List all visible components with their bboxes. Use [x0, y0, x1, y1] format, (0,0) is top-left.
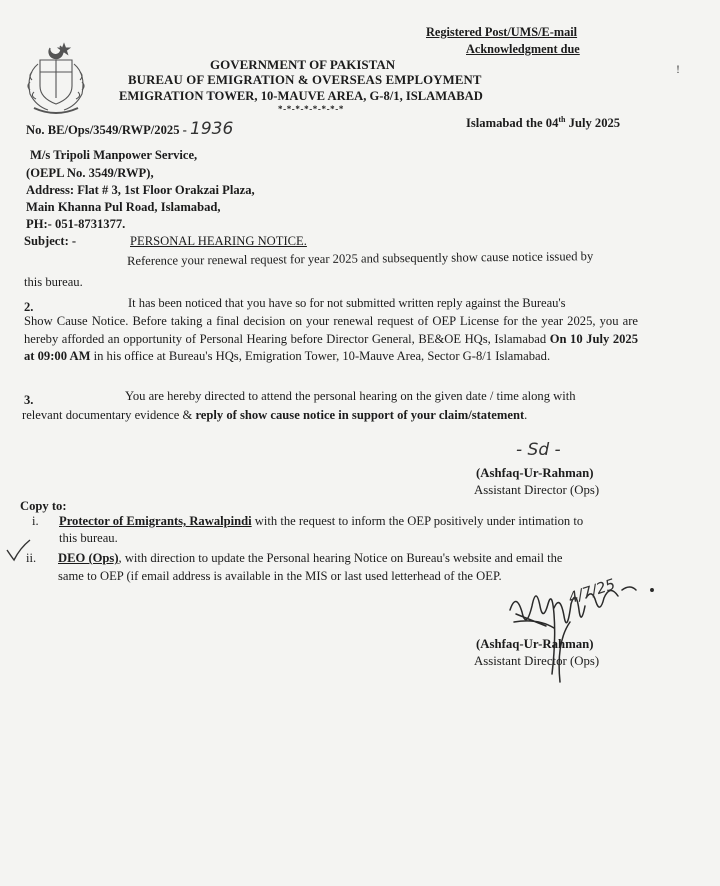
- reference-number: [26, 119, 233, 139]
- letter-date: Islamabad the 04th July 2025: [466, 115, 621, 131]
- signatory-name: (Ashfaq-Ur-Rahman): [476, 466, 594, 480]
- addressee-line-1: M/s Tripoli Manpower Service,: [30, 148, 198, 162]
- copy-item-1-line-2: this bureau.: [59, 531, 118, 545]
- reference-number-text: No. BE/Ops/3549/RWP/2025 -: [26, 123, 187, 137]
- paragraph-1-line-2: this bureau.: [24, 275, 83, 289]
- signatory-title-copy: Assistant Director (Ops): [474, 654, 600, 668]
- bureau-address: EMIGRATION TOWER, 10-MAUVE AREA, G-8/1, ISLAMABAD: [119, 89, 483, 103]
- copy-item-1-line-1: Protector of Emigrants, Rawalpindi with the request to inform the OEP positively under intimation to: [59, 514, 584, 528]
- paragraph-1-line-1: Reference your renewal request for year 2025 and subsequently show cause notice issued by: [127, 249, 594, 268]
- subject-text: PERSONAL HEARING NOTICE.: [130, 234, 307, 248]
- addressee-line-4: Main Khanna Pul Road, Islamabad,: [26, 200, 221, 214]
- state-emblem-icon: [16, 38, 96, 120]
- paragraph-2-first-line: It has been noticed that you have so for not submitted written reply against the Bureau's: [128, 296, 566, 310]
- margin-mark: !: [676, 62, 680, 76]
- addressee-line-2: (OEPL No. 3549/RWP),: [26, 166, 154, 180]
- government-title: GOVERNMENT OF PAKISTAN: [210, 57, 396, 72]
- handwritten-dispatch-number: 1936: [190, 119, 234, 139]
- signatory-title: Assistant Director (Ops): [474, 483, 600, 497]
- copy-item-2-line-2: same to OEP (if email address is available in the MIS or last used letterhead of the OEP.: [58, 569, 502, 583]
- paragraph-2-body: Show Cause Notice. Before taking a final decision on your renewal request of OEP License for the year 2025, you are hereby afforded an opportunity of Personal Hearing before Director General, BE&OE HQs, Islamabad On 10 July 2025 at 09:00 AM in his office at Bureau's HQs, Emigration Tower, 10-Mauve Area, Sector G-8/1 Islamabad.: [24, 314, 639, 363]
- addressee-line-3: Address: Flat # 3, 1st Floor Orakzai Plaza,: [26, 183, 255, 197]
- paragraph-3-second-line: relevant documentary evidence & reply of show cause notice in support of your claim/statement.: [22, 408, 528, 422]
- signature-sd-mark: - Sd -: [516, 440, 561, 460]
- copy-item-2-line-1: DEO (Ops), with direction to update the Personal hearing Notice on Bureau's website and email the: [58, 551, 563, 565]
- paragraph-3-number: 3.: [24, 393, 34, 407]
- decorative-stars: *-*-*-*-*-*-*-*: [278, 104, 344, 114]
- copy-item-2-number: ii.: [26, 551, 37, 565]
- copy-item-1-number: i.: [32, 514, 39, 528]
- acknowledgment-label: Acknowledgment due: [466, 42, 580, 56]
- registered-post-label: Registered Post/UMS/E-mail: [426, 25, 578, 39]
- addressee-line-5: PH:- 051-8731377.: [26, 217, 126, 231]
- handwritten-signature-date: 4/7/25: [566, 575, 618, 608]
- bureau-title: BUREAU OF EMIGRATION & OVERSEAS EMPLOYMENT: [128, 73, 482, 87]
- protector-of-emigrants: Protector of Emigrants, Rawalpindi: [59, 514, 252, 528]
- copy-to-label: Copy to:: [20, 499, 67, 513]
- hearing-date-time: On 10 July 2025 at 09:00 AM: [24, 331, 639, 363]
- signatory-name-copy: (Ashfaq-Ur-Rahman): [476, 637, 594, 651]
- subject-label: Subject: -: [24, 234, 77, 248]
- paragraph-2-number: 2.: [24, 300, 34, 314]
- deo-ops: DEO (Ops): [58, 551, 119, 565]
- paragraph-3-first-line: You are hereby directed to attend the personal hearing on the given date / time along with: [125, 389, 576, 403]
